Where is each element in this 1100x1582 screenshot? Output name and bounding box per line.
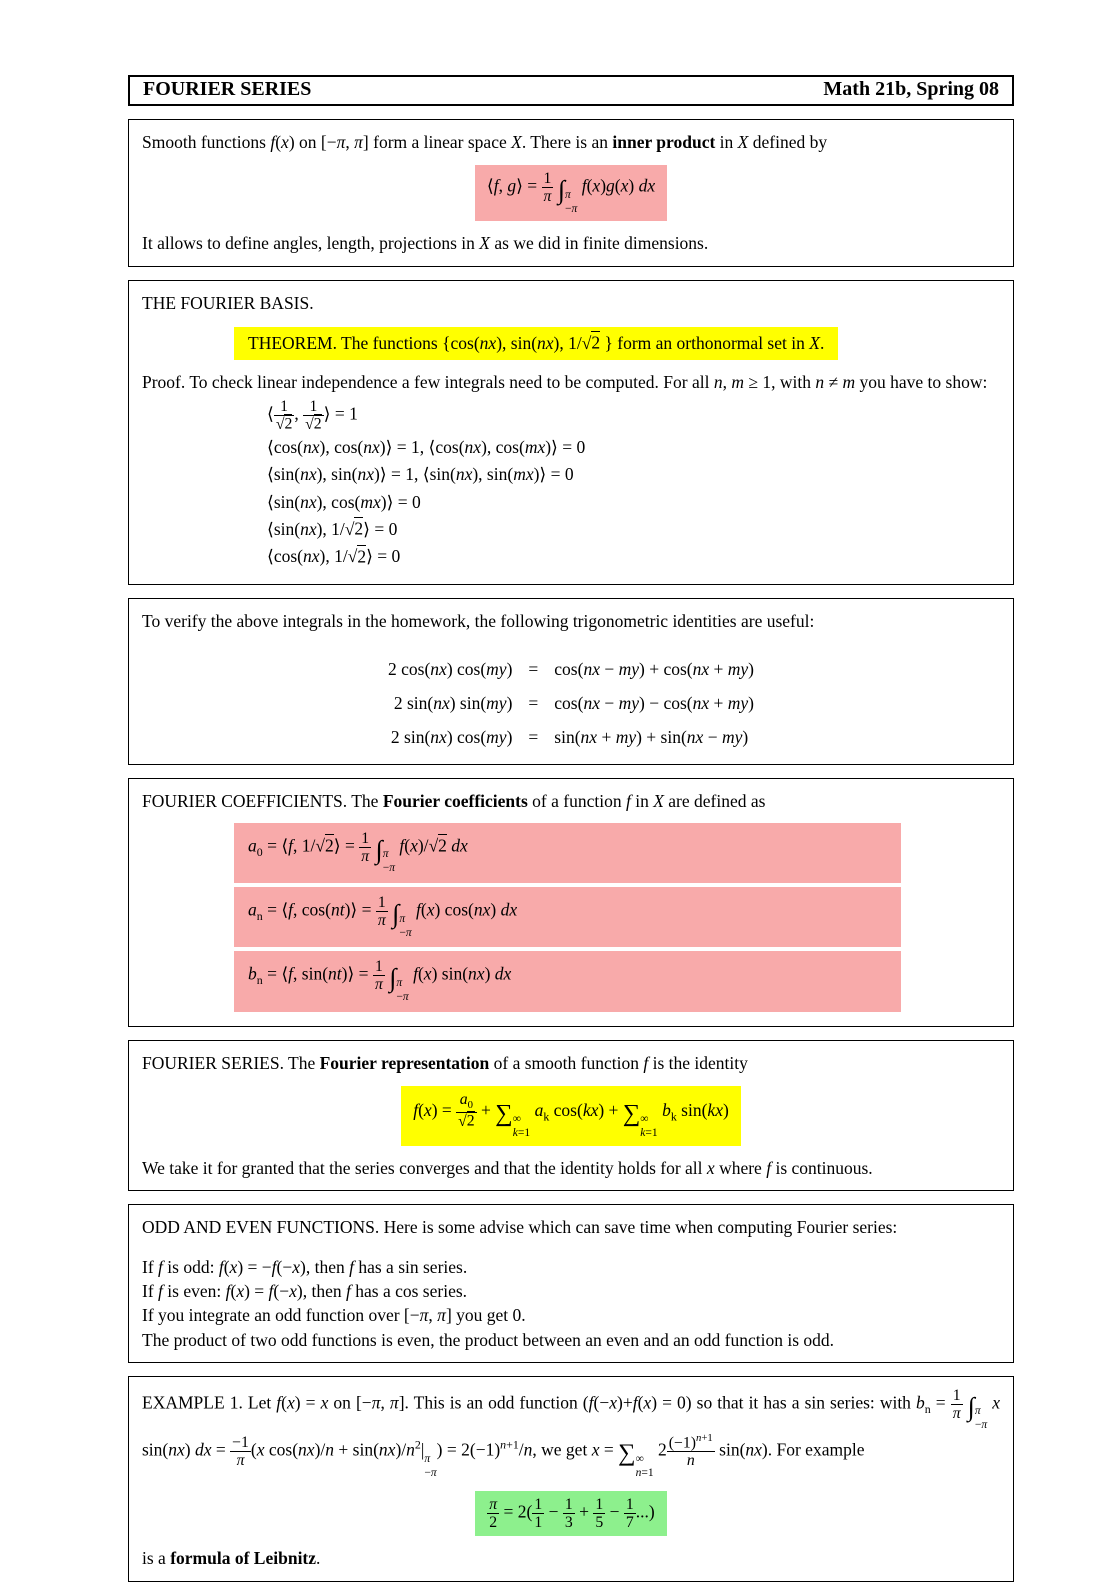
odd-even-rule: If you integrate an odd function over [−π, π] you get 0. <box>142 1305 526 1326</box>
inner-product-closing-line: It allows to define angles, length, projections in X as we did in finite dimensions. <box>142 233 709 254</box>
orthonormality-item: ⟨cos(nx), cos(nx)⟩ = 1, ⟨cos(nx), cos(mx)⟩ = 0 <box>267 436 586 457</box>
section-inner-product <box>128 119 1014 267</box>
fourier-basis-heading: THE FOURIER BASIS. <box>142 292 314 313</box>
section-example-1 <box>128 1376 1014 1582</box>
odd-even-rule: If f is odd: f(x) = −f(−x), then f has a sin series. <box>142 1257 468 1278</box>
leibnitz-formula-row <box>142 1491 1000 1536</box>
fourier-series-formula: f(x) = $\frac{a_0}{√2}$ + ∑ ∞ k=1 $a_k$ cos(kx) + ∑ ∞ k=1 $b_k$ sin(kx) <box>401 1086 741 1146</box>
theorem-statement: THEOREM. The functions {cos(nx), sin(nx), 1/√2 } form an orthonormal set in X. <box>234 327 838 360</box>
identity-eq: = <box>528 692 539 713</box>
odd-even-rule: If f is even: f(x) = f(−x), then f has a cos series. <box>142 1281 468 1302</box>
identity-rhs: cos(nx − my) + cos(nx + my) <box>554 658 754 679</box>
fourier-series-heading: FOURIER SERIES. The Fourier representation of a smooth function f is the identity <box>142 1052 748 1073</box>
section-trig-identities <box>128 598 1014 765</box>
orthonormality-item: ⟨sin(nx), 1/√2⟩ = 0 <box>267 518 398 539</box>
proof-line: Proof. To check linear independence a few integrals need to be computed. For all n, m ≥ 1, with n ≠ m you have to show: <box>142 371 988 392</box>
odd-even-heading: ODD AND EVEN FUNCTIONS. Here is some advise which can save time when computing Fourier series: <box>142 1216 898 1237</box>
identity-lhs: 2 sin(nx) cos(my) <box>390 726 513 747</box>
inner-product-formula-row <box>142 165 1000 221</box>
identity-rhs: sin(nx + my) + sin(nx − my) <box>554 726 749 747</box>
section-fourier-basis <box>128 280 1014 585</box>
section-fourier-coefficients <box>128 778 1014 1027</box>
orthonormality-list <box>267 398 1000 570</box>
document-page <box>128 75 1014 1582</box>
odd-even-rules <box>142 1255 1000 1352</box>
identity-lhs: 2 sin(nx) sin(my) <box>393 692 513 713</box>
orthonormality-item: ⟨ $\frac{1}{√2}$ , $\frac{1}{√2}$ ⟩ = 1 <box>267 397 358 433</box>
theorem-row <box>142 315 1000 370</box>
orthonormality-item: ⟨sin(nx), sin(nx)⟩ = 1, ⟨sin(nx), sin(mx)⟩ = 0 <box>267 464 574 485</box>
coefficient-a0-formula: $a_0$ = ⟨f, 1/√2⟩ = $\frac{1}{\pi}$ ∫ π −π f(x)/√2 dx <box>234 823 901 883</box>
page-title: FOURIER SERIES <box>143 78 312 100</box>
fourier-coefficients-heading: FOURIER COEFFICIENTS. The Fourier coefficients of a function f in X are defined as <box>142 790 766 811</box>
fourier-series-closing-line: We take it for granted that the series converges and that the identity holds for all x where f is continuous. <box>142 1157 873 1178</box>
trig-identities-grid <box>388 659 754 748</box>
coefficient-formulas <box>142 823 1000 1012</box>
odd-even-rule: The product of two odd functions is even, the product between an even and an odd function is odd. <box>142 1329 835 1350</box>
inner-product-intro-line: Smooth functions f(x) on [−π, π] form a linear space X. There is an inner product in X defined by <box>142 132 828 152</box>
identity-lhs: 2 cos(nx) cos(my) <box>388 658 513 679</box>
coefficient-bn-formula: $b_n$ = ⟨f, sin(nt)⟩ = $\frac{1}{\pi}$ ∫ π −π f(x) sin(nx) dx <box>234 951 901 1011</box>
header <box>128 75 1014 106</box>
course-label: Math 21b, Spring 08 <box>823 78 999 100</box>
section-fourier-series <box>128 1040 1014 1191</box>
example-paragraph: EXAMPLE 1. Let f(x) = x on [−π, π]. This is an odd function (f(−x)+f(x) = 0) so that it has a sin series: with $b_n$ = $\frac{1}{\pi}$ ∫ π −π x sin(nx) dx = $\frac{-1}{\pi}$ (x $\cos(nx)/n + \sin(nx)/n^2|$ π −π ) = $2(-1)^{n+1}/n$, we get x = ∑ ∞ n=1 2 $\frac{(-1)^{n+1}}{n}$ sin(nx). For example <box>142 1386 1001 1479</box>
orthonormality-item: ⟨cos(nx), 1/√2⟩ = 0 <box>267 546 401 567</box>
identity-eq: = <box>528 658 539 679</box>
identity-eq: = <box>528 726 539 747</box>
coefficient-an-formula: $a_n$ = ⟨f, cos(nt)⟩ = $\frac{1}{\pi}$ ∫ π −π f(x) cos(nx) dx <box>234 887 901 947</box>
leibnitz-formula: $\frac{\pi}{2}$ = 2( $\frac{1}{1}$ − $\frac{1}{3}$ + $\frac{1}{5}$ − $\frac{1}{7}$ ...) <box>475 1491 666 1536</box>
identity-rhs: cos(nx − my) − cos(nx + my) <box>554 692 754 713</box>
orthonormality-item: ⟨sin(nx), cos(mx)⟩ = 0 <box>267 491 421 512</box>
trig-identities-intro: To verify the above integrals in the homework, the following trigonometric identities are useful: <box>142 610 815 631</box>
trig-identities-block <box>142 659 1000 748</box>
fourier-series-formula-row <box>142 1086 1000 1146</box>
section-odd-even <box>128 1204 1014 1363</box>
inner-product-formula: ⟨f, g⟩ = $\frac{1}{\pi}$ ∫ π −π f(x)g(x) dx <box>475 165 667 221</box>
example-closing-line: is a formula of Leibnitz. <box>142 1548 321 1569</box>
